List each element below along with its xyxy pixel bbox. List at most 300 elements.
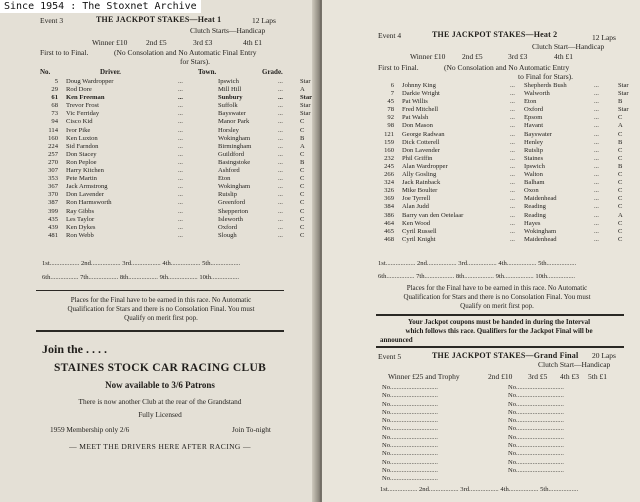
prize-2nd: 2nd £5 <box>146 38 167 47</box>
notice-line-2: Qualification for Stars and there is no Consolation Final. You must <box>403 293 591 301</box>
car-number: 384 <box>384 203 394 211</box>
car-number: 399 <box>48 207 58 215</box>
leader-dots: ... <box>594 146 599 154</box>
town: Slough <box>218 231 237 239</box>
leader-dots: ... <box>278 134 283 142</box>
final-qualifier-slot: No............................. <box>382 458 438 466</box>
car-number: 386 <box>384 211 394 219</box>
driver-name: Ken Dykes <box>66 223 96 231</box>
car-number: 68 <box>51 102 58 110</box>
entry-row <box>378 155 630 163</box>
final-prize-3rd: 3rd £5 <box>528 372 548 381</box>
leader-dots: ... <box>594 122 599 130</box>
car-number: 160 <box>48 134 58 142</box>
placings-row-2: 6th................. 7th.................. 8th.................. 9th.................. 10th................. <box>378 273 576 280</box>
placings-row-1: 1st.................. 2nd.................. 3rd.................. 4th.................. 5th.................. <box>42 260 241 267</box>
town: Henley <box>524 138 544 146</box>
town: Ipswich <box>218 78 239 85</box>
leader-dots: ... <box>278 191 283 199</box>
driver-name: Jack Rainback <box>402 179 441 187</box>
car-number: 465 <box>384 227 394 235</box>
first-to-final: First to Final. <box>378 63 419 72</box>
town: Wokingham <box>524 227 557 235</box>
grade: C <box>618 171 623 179</box>
consolation-note: (No Consolation and No Automatic Entry <box>444 63 570 72</box>
town: Isleworth <box>218 215 243 223</box>
town: Hayes <box>524 219 541 227</box>
leader-dots: ... <box>510 98 515 106</box>
entry-row <box>378 171 630 179</box>
leader-dots: ... <box>594 211 599 219</box>
leader-dots: ... <box>178 167 183 175</box>
entry-row <box>378 236 630 244</box>
leader-dots: ... <box>178 207 183 215</box>
grade: C <box>300 223 305 231</box>
notice-line-2: Qualification for Stars and there is no Consolation Final. You must <box>67 305 255 313</box>
entry-row <box>38 151 320 159</box>
driver-name: Joe Tyrrell <box>402 195 431 203</box>
town: Walton <box>524 171 543 179</box>
grade: C <box>618 114 623 122</box>
leader-dots: ... <box>178 94 183 102</box>
entry-row <box>38 167 320 175</box>
final-qualifier-slot: No............................. <box>382 466 438 474</box>
leader-dots: ... <box>510 146 515 154</box>
entry-row <box>38 94 320 102</box>
grade: Star <box>618 90 629 98</box>
town: Bayswater <box>524 130 552 138</box>
laps: 12 Laps <box>592 33 616 42</box>
leader-dots: ... <box>278 126 283 134</box>
divider <box>376 346 624 348</box>
driver-name: Don Lavender <box>66 191 104 199</box>
car-number: 5 <box>54 78 58 85</box>
entry-row <box>378 122 630 130</box>
grade: C <box>618 195 623 203</box>
coupon-notice-1: Your Jackpot coupons must be handed in during the Interval <box>407 318 591 326</box>
final-grid-left <box>382 384 438 484</box>
car-number: 7 <box>390 90 394 98</box>
driver-name: Ally Gosling <box>402 171 437 179</box>
town: Bayswater <box>218 110 246 118</box>
town: Maidenhead <box>524 195 557 203</box>
driver-name: Jack Armstrong <box>66 183 108 191</box>
leader-dots: ... <box>278 175 283 183</box>
archive-label: Since 1954 : The Stoxnet Archive <box>0 0 201 13</box>
car-number: 481 <box>48 231 58 239</box>
placings-row-1: 1st.................. 2nd.................. 3rd.................. 4th.................. 5th.................. <box>378 260 577 267</box>
leader-dots: ... <box>594 138 599 146</box>
town: Epsom <box>524 114 543 122</box>
driver-name: Cisco Kid <box>66 118 93 126</box>
leader-dots: ... <box>178 134 183 142</box>
for-stars-note: to Final for Stars). <box>518 72 573 81</box>
leader-dots: ... <box>278 199 283 207</box>
leader-dots: ... <box>278 158 283 166</box>
entry-row <box>38 191 320 199</box>
car-number: 257 <box>48 150 58 158</box>
event-label: Event 4 <box>378 31 402 40</box>
entry-row <box>378 147 630 155</box>
town: Sunbury <box>218 94 243 102</box>
laps: 12 Laps <box>252 16 276 25</box>
grade: A <box>618 211 623 219</box>
town: Reading <box>524 203 546 211</box>
final-qualifier-slot: No............................. <box>508 400 564 408</box>
town: Wokingham <box>218 183 251 191</box>
final-prize-winner: Winner £25 and Trophy <box>388 372 460 381</box>
leader-dots: ... <box>510 195 515 203</box>
car-number: 324 <box>384 179 394 187</box>
town: Oxford <box>524 106 544 114</box>
final-prize-2nd: 2nd £10 <box>488 372 513 381</box>
ad-join-tonight: Join To-night <box>232 425 271 434</box>
town: Ashford <box>218 167 240 175</box>
car-number: 29 <box>51 86 58 94</box>
car-number: 369 <box>384 195 394 203</box>
town: Basingstoke <box>218 158 251 166</box>
leader-dots: ... <box>594 154 599 162</box>
driver-name: Phil Griffin <box>402 154 433 162</box>
leader-dots: ... <box>594 90 599 98</box>
grade: C <box>300 167 305 175</box>
final-qualifier-slot: No............................. <box>382 384 438 391</box>
start-type: Clutch Start—Handicap <box>532 42 605 51</box>
grade: C <box>618 154 623 162</box>
leader-dots: ... <box>178 142 183 150</box>
driver-name: Johnny King <box>402 82 436 89</box>
driver-name: Rod Dore <box>66 86 92 94</box>
heat-title: THE JACKPOT STAKES—Heat 2 <box>432 30 558 39</box>
leader-dots: ... <box>278 78 283 85</box>
grade: C <box>300 150 305 158</box>
town: Eton <box>524 98 537 106</box>
ad-club-name: STAINES STOCK CAR RACING CLUB <box>53 362 267 374</box>
grade: C <box>300 215 305 223</box>
leader-dots: ... <box>594 187 599 195</box>
leader-dots: ... <box>510 171 515 179</box>
grade: C <box>618 179 623 187</box>
entry-row <box>38 143 320 151</box>
grade: B <box>618 98 623 106</box>
final-qualifier-slot: No............................. <box>508 408 564 416</box>
driver-name: Pat Willis <box>402 98 428 106</box>
grade: C <box>618 146 623 154</box>
entry-row <box>378 212 630 220</box>
ad-another-club: There is now another Club at the rear of the Grandstand <box>78 397 242 406</box>
leader-dots: ... <box>594 82 599 89</box>
grade: C <box>618 187 623 195</box>
col-no: No. <box>40 68 51 76</box>
leader-dots: ... <box>594 203 599 211</box>
driver-name: Sid Farndon <box>66 142 99 150</box>
car-number: 61 <box>51 94 58 102</box>
town: Wokingham <box>218 134 251 142</box>
car-number: 367 <box>48 183 58 191</box>
town: Ipswich <box>524 162 545 170</box>
town: Shepherds Bush <box>524 82 567 89</box>
leader-dots: ... <box>510 154 515 162</box>
notice-line-3: Qualify on merit first pop. <box>124 314 198 322</box>
car-number: 245 <box>384 162 394 170</box>
driver-name: George Radwan <box>402 130 445 138</box>
entry-row <box>378 90 630 98</box>
prize-4th: 4th £1 <box>554 52 573 61</box>
col-driver: Driver. <box>100 68 121 76</box>
entry-row <box>38 102 320 110</box>
grade: C <box>618 219 623 227</box>
leader-dots: ... <box>178 183 183 191</box>
grade: C <box>300 126 305 134</box>
car-number: 353 <box>48 175 58 183</box>
entries-table <box>378 82 630 244</box>
final-qualifier-slot: No............................. <box>508 384 564 391</box>
car-number: 270 <box>48 158 58 166</box>
grade: B <box>300 158 305 166</box>
placings-row-2: 6th................. 7th.................. 8th.................. 9th.................. 10th................. <box>42 274 240 281</box>
driver-name: Alan Judd <box>402 203 429 211</box>
driver-name: Ron Harmsworth <box>66 199 112 207</box>
town: Shepperton <box>218 207 249 215</box>
leader-dots: ... <box>278 231 283 239</box>
first-to-final: First to to Final. <box>40 48 89 57</box>
coupon-notice-3: announced <box>380 336 413 344</box>
car-number: 224 <box>48 142 58 150</box>
leader-dots: ... <box>178 223 183 231</box>
car-number: 326 <box>384 187 394 195</box>
leader-dots: ... <box>178 199 183 207</box>
leader-dots: ... <box>178 110 183 118</box>
leader-dots: ... <box>510 179 515 187</box>
prize-3rd: 3rd £3 <box>508 52 528 61</box>
driver-name: Barry van den Oetelaar <box>402 211 464 219</box>
prize-winner: Winner £10 <box>92 38 128 47</box>
leader-dots: ... <box>510 106 515 114</box>
leader-dots: ... <box>510 162 515 170</box>
driver-name: Ken Luxton <box>66 134 98 142</box>
final-qualifier-slot: No............................. <box>508 466 564 474</box>
driver-name: Ken Wood <box>402 219 431 227</box>
leader-dots: ... <box>510 82 515 89</box>
divider <box>376 314 624 316</box>
final-laps: 20 Laps <box>592 351 616 360</box>
final-qualifier-slot: No............................. <box>382 450 438 458</box>
entry-row <box>378 179 630 187</box>
final-qualifier-slot: No............................. <box>382 433 438 441</box>
town: Reading <box>524 211 546 219</box>
driver-name: Alan Wardropper <box>402 162 448 170</box>
town: Guildford <box>218 150 245 158</box>
for-stars-note: for Stars). <box>180 57 210 66</box>
entry-row <box>38 183 320 191</box>
leader-dots: ... <box>594 171 599 179</box>
driver-name: Pete Martin <box>66 175 97 183</box>
entry-row <box>38 216 320 224</box>
driver-name: Cyril Russell <box>402 227 437 235</box>
driver-name: Dick Cotterell <box>402 138 440 146</box>
consolation-note: (No Consolation and No Automatic Final Entry <box>114 48 257 57</box>
driver-name: Ivor Pike <box>66 126 91 134</box>
final-qualifier-slot: No............................. <box>508 433 564 441</box>
leader-dots: ... <box>594 235 599 243</box>
car-number: 6 <box>390 82 394 89</box>
final-qualifier-slot: No............................. <box>382 425 438 433</box>
leader-dots: ... <box>278 183 283 191</box>
town: Oxford <box>218 223 238 231</box>
final-grid-right <box>508 384 564 475</box>
prize-4th: 4th £1 <box>243 38 262 47</box>
leader-dots: ... <box>510 114 515 122</box>
leader-dots: ... <box>278 94 283 102</box>
entry-row <box>38 208 320 216</box>
leader-dots: ... <box>278 150 283 158</box>
leader-dots: ... <box>178 86 183 94</box>
grade: C <box>618 203 623 211</box>
prize-2nd: 2nd £5 <box>462 52 483 61</box>
town: Balham <box>524 179 545 187</box>
entry-row <box>378 220 630 228</box>
grade: B <box>300 134 305 142</box>
car-number: 98 <box>387 122 394 130</box>
leader-dots: ... <box>510 219 515 227</box>
final-title: THE JACKPOT STAKES—Grand Final <box>432 351 579 360</box>
car-number: 114 <box>48 126 58 134</box>
grade: Star <box>300 102 311 110</box>
final-qualifier-slot: No............................. <box>382 417 438 425</box>
final-qualifier-slot: No............................. <box>382 408 438 416</box>
entry-row <box>38 86 320 94</box>
notice-line-1: Places for the Final have to be earned in this race. No Automatic <box>406 284 588 292</box>
grade: C <box>618 227 623 235</box>
ad-licensed: Fully Licensed <box>138 410 182 419</box>
entry-row <box>378 187 630 195</box>
final-qualifier-slot: No............................. <box>508 417 564 425</box>
grade: C <box>300 231 305 239</box>
grade: C <box>300 191 305 199</box>
town: Maidenhead <box>524 235 557 243</box>
entry-row <box>378 98 630 106</box>
ad-available: Now available to 3/6 Patrons <box>105 380 215 390</box>
car-number: 160 <box>384 146 394 154</box>
final-prize-4th: 4th £3 <box>560 372 579 381</box>
driver-name: Mike Boulter <box>402 187 438 195</box>
entry-row <box>38 135 320 143</box>
driver-name: Cyril Knight <box>402 235 436 243</box>
driver-name: Darkie Wright <box>402 90 440 98</box>
final-qualifier-slot: No............................. <box>508 442 564 450</box>
final-event-label: Event 5 <box>378 352 402 361</box>
leader-dots: ... <box>594 219 599 227</box>
final-qualifier-slot: No............................. <box>382 475 438 483</box>
leader-dots: ... <box>278 142 283 150</box>
entry-row <box>38 110 320 118</box>
leader-dots: ... <box>594 114 599 122</box>
prize-3rd: 3rd £3 <box>193 38 213 47</box>
car-number: 307 <box>48 167 58 175</box>
town: Ruislip <box>218 191 238 199</box>
leader-dots: ... <box>510 187 515 195</box>
start-type: Clutch Starts—Handicap <box>190 26 266 35</box>
entry-row <box>38 232 320 240</box>
divider <box>36 330 284 332</box>
leader-dots: ... <box>178 118 183 126</box>
town: Staines <box>524 154 544 162</box>
prize-winner: Winner £10 <box>410 52 446 61</box>
town: Birmingham <box>218 142 252 150</box>
ad-membership: 1959 Membership only 2/6 <box>50 425 130 434</box>
grade: C <box>300 207 305 215</box>
driver-name: Les Taylor <box>66 215 95 223</box>
grade: C <box>300 183 305 191</box>
leader-dots: ... <box>510 227 515 235</box>
driver-name: Ken Freeman <box>66 94 105 102</box>
leader-dots: ... <box>178 175 183 183</box>
leader-dots: ... <box>178 102 183 110</box>
entry-row <box>38 199 320 207</box>
town: Horsley <box>218 126 239 134</box>
town: Manor Park <box>218 118 250 126</box>
town: Oxon <box>524 187 539 195</box>
town: Greenford <box>218 199 246 207</box>
ad-join-the: Join the . . . . <box>42 342 108 356</box>
car-number: 121 <box>384 130 394 138</box>
final-prize-5th: 5th £1 <box>588 372 607 381</box>
entry-row <box>378 82 630 90</box>
car-number: 92 <box>387 114 394 122</box>
driver-name: Fred Mitchell <box>402 106 439 114</box>
entry-row <box>378 163 630 171</box>
notice-line-3: Qualify on merit first pop. <box>460 302 534 310</box>
entry-row <box>38 159 320 167</box>
car-number: 387 <box>48 199 58 207</box>
final-qualifier-slot: No............................. <box>382 392 438 400</box>
grade: B <box>618 138 623 146</box>
car-number: 468 <box>384 235 394 243</box>
leader-dots: ... <box>594 195 599 203</box>
grade: C <box>300 175 305 183</box>
ad-meet-drivers: — MEET THE DRIVERS HERE AFTER RACING — <box>69 442 251 451</box>
driver-name: Don Stacey <box>66 150 97 158</box>
entry-row <box>38 175 320 183</box>
entry-row <box>38 118 320 126</box>
heat-title: THE JACKPOT STAKES—Heat 1 <box>96 15 222 24</box>
driver-name: Vic Ferriday <box>66 110 100 118</box>
entries-table <box>38 78 320 240</box>
car-number: 94 <box>51 118 58 126</box>
grade: B <box>618 162 623 170</box>
car-number: 78 <box>387 106 394 114</box>
leader-dots: ... <box>510 130 515 138</box>
leader-dots: ... <box>510 90 515 98</box>
driver-name: Ray Gibbs <box>66 207 95 215</box>
notice-line-1: Places for the Final have to be earned in this race. No Automatic <box>70 296 252 304</box>
leader-dots: ... <box>594 179 599 187</box>
leader-dots: ... <box>594 162 599 170</box>
driver-name: Ron Peploe <box>66 158 97 166</box>
car-number: 159 <box>384 138 394 146</box>
leader-dots: ... <box>178 231 183 239</box>
town: Eton <box>218 175 231 183</box>
leader-dots: ... <box>178 158 183 166</box>
car-number: 232 <box>384 154 394 162</box>
driver-name: Trevor Frost <box>66 102 99 110</box>
grade: Star <box>300 110 311 118</box>
entry-row <box>378 131 630 139</box>
right-page <box>322 0 640 502</box>
leader-dots: ... <box>510 203 515 211</box>
entry-row <box>378 228 630 236</box>
car-number: 464 <box>384 219 394 227</box>
